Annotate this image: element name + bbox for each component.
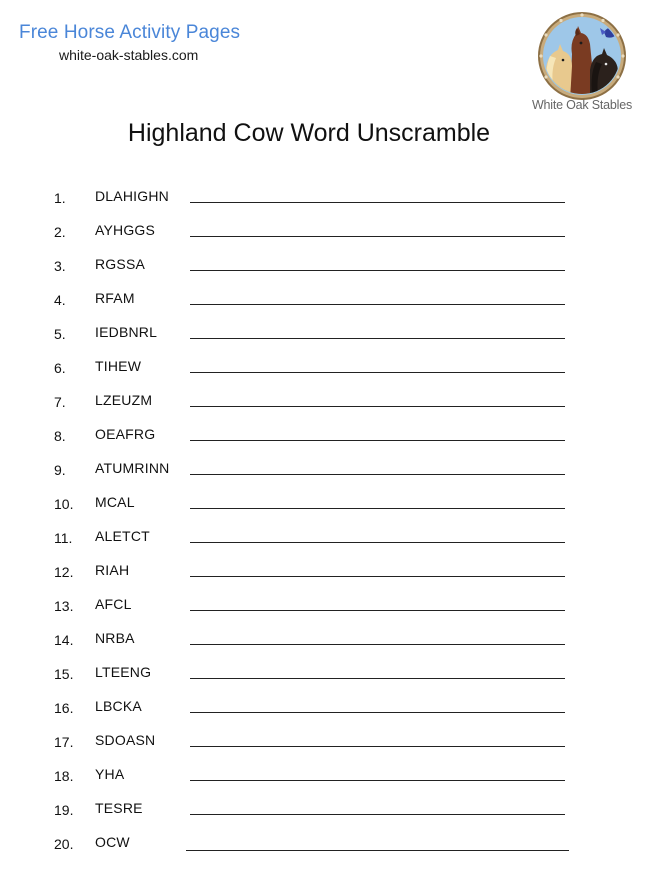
answer-line <box>190 746 565 747</box>
scrambled-word: IEDBNRL <box>95 324 158 340</box>
word-number: 10. <box>54 496 74 512</box>
word-number: 1. <box>54 190 66 206</box>
scrambled-word: YHA <box>95 766 125 782</box>
word-row <box>0 556 650 590</box>
scrambled-word: RIAH <box>95 562 130 578</box>
word-row <box>0 760 650 794</box>
logo-caption: White Oak Stables <box>531 98 633 112</box>
word-row <box>0 420 650 454</box>
word-row <box>0 216 650 250</box>
word-number: 13. <box>54 598 74 614</box>
word-row <box>0 624 650 658</box>
scrambled-word: TESRE <box>95 800 143 816</box>
scrambled-word: LZEUZM <box>95 392 153 408</box>
word-number: 20. <box>54 836 74 852</box>
word-number: 16. <box>54 700 74 716</box>
word-number: 8. <box>54 428 66 444</box>
answer-line <box>190 236 565 237</box>
word-number: 11. <box>54 530 73 546</box>
page-title: Highland Cow Word Unscramble <box>127 119 491 147</box>
word-number: 4. <box>54 292 66 308</box>
answer-line <box>190 508 565 509</box>
word-number: 2. <box>54 224 66 240</box>
answer-line <box>190 644 565 645</box>
word-row <box>0 794 650 828</box>
answer-line <box>190 678 565 679</box>
answer-line <box>190 338 565 339</box>
answer-line <box>190 440 565 441</box>
word-number: 7. <box>54 394 66 410</box>
scrambled-word: OCW <box>95 834 130 850</box>
word-number: 18. <box>54 768 74 784</box>
scrambled-word: DLAHIGHN <box>95 188 169 204</box>
scrambled-word: TIHEW <box>95 358 142 374</box>
answer-line <box>190 576 565 577</box>
site-url: white-oak-stables.com <box>59 47 199 63</box>
word-row <box>0 658 650 692</box>
word-list <box>0 182 650 862</box>
scrambled-word: ALETCT <box>95 528 150 544</box>
word-number: 9. <box>54 462 66 478</box>
scrambled-word: SDOASN <box>95 732 156 748</box>
scrambled-word: LBCKA <box>95 698 142 714</box>
answer-line <box>190 202 565 203</box>
word-row <box>0 318 650 352</box>
horses-logo-icon <box>530 10 634 100</box>
word-number: 3. <box>54 258 66 274</box>
scrambled-word: AFCL <box>95 596 132 612</box>
word-row <box>0 726 650 760</box>
word-row <box>0 522 650 556</box>
word-number: 19. <box>54 802 74 818</box>
word-row <box>0 454 650 488</box>
answer-line <box>190 372 565 373</box>
scrambled-word: RGSSA <box>95 256 146 272</box>
word-row <box>0 386 650 420</box>
scrambled-word: LTEENG <box>95 664 152 680</box>
scrambled-word: AYHGGS <box>95 222 156 238</box>
scrambled-word: ATUMRINN <box>95 460 170 476</box>
word-row <box>0 488 650 522</box>
word-row <box>0 590 650 624</box>
answer-line <box>190 610 565 611</box>
word-number: 12. <box>54 564 74 580</box>
word-row <box>0 692 650 726</box>
word-row <box>0 182 650 216</box>
word-row <box>0 284 650 318</box>
word-number: 5. <box>54 326 66 342</box>
scrambled-word: OEAFRG <box>95 426 156 442</box>
scrambled-word: RFAM <box>95 290 135 306</box>
answer-line <box>190 474 565 475</box>
answer-line <box>190 814 565 815</box>
answer-line <box>190 542 565 543</box>
scrambled-word: MCAL <box>95 494 135 510</box>
word-number: 6. <box>54 360 66 376</box>
word-number: 15. <box>54 666 74 682</box>
word-row <box>0 250 650 284</box>
word-number: 14. <box>54 632 74 648</box>
scrambled-word: NRBA <box>95 630 135 646</box>
white-oak-stables-logo <box>530 10 634 118</box>
answer-line <box>190 304 565 305</box>
answer-line <box>190 406 565 407</box>
word-row <box>0 828 650 862</box>
answer-line <box>190 270 565 271</box>
answer-line <box>190 712 565 713</box>
word-row <box>0 352 650 386</box>
word-number: 17. <box>54 734 74 750</box>
answer-line <box>190 780 565 781</box>
answer-line <box>186 850 569 851</box>
site-title: Free Horse Activity Pages <box>19 22 241 43</box>
